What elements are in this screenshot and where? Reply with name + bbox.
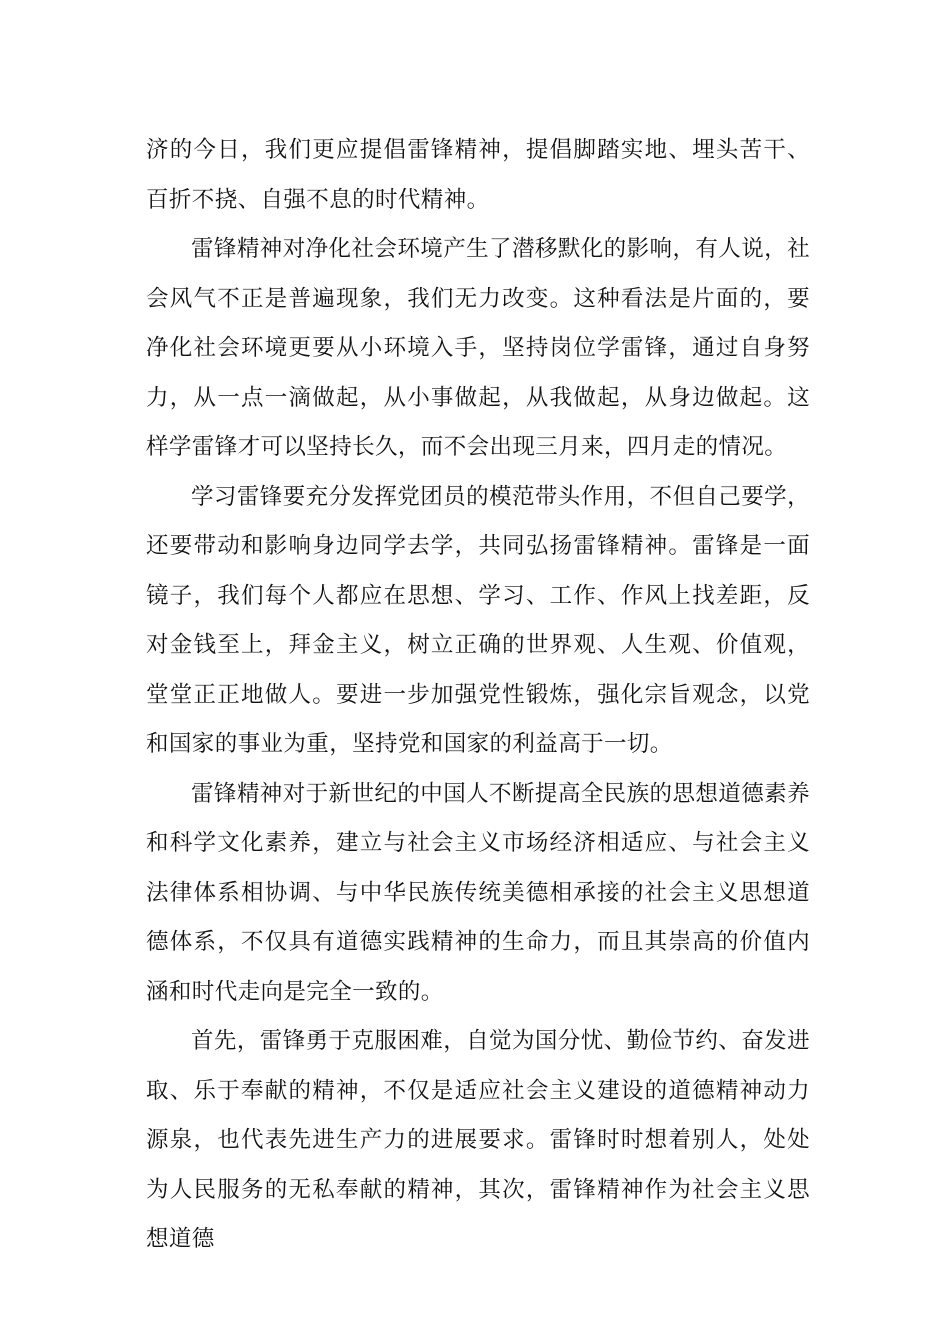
paragraph-5: 首先，雷锋勇于克服困难，自觉为国分忧、勤俭节约、奋发进取、乐于奉献的精神，不仅是适应社会主义建设的道德精神动力源泉，也代表先进生产力的进展要求。雷锋时时想着别人，处处为人民服务的无私奉献的精神，其次，雷锋精神作为社会主义思想道德 — [146, 1028, 810, 1252]
paragraph-2: 雷锋精神对净化社会环境产生了潜移默化的影响，有人说，社会风气不正是普遍现象，我们无力改变。这种看法是片面的，要净化社会环境更要从小环境入手，坚持岗位学雷锋，通过自身努力，从一点一滴做起，从小事做起，从我做起，从身边做起。这样学雷锋才可以坚持长久，而不会出现三月来，四月走的情况。 — [146, 236, 810, 460]
paragraph-1: 济的今日，我们更应提倡雷锋精神，提倡脚踏实地、埋头苦干、百折不挠、自强不息的时代精神。 — [146, 137, 810, 213]
document-body — [146, 126, 810, 1265]
paragraph-3: 学习雷锋要充分发挥党团员的模范带头作用，不但自己要学，还要带动和影响身边同学去学，共同弘扬雷锋精神。雷锋是一面镜子，我们每个人都应在思想、学习、工作、作风上找差距，反对金钱至上，拜金主义，树立正确的世界观、人生观、价值观，堂堂正正地做人。要进一步加强党性锻炼，强化宗旨观念，以党和国家的事业为重，坚持党和国家的利益高于一切。 — [146, 483, 810, 757]
paragraph-4: 雷锋精神对于新世纪的中国人不断提高全民族的思想道德素养和科学文化素养，建立与社会主义市场经济相适应、与社会主义法律体系相协调、与中华民族传统美德相承接的社会主义思想道德体系，不仅具有道德实践精神的生命力，而且其崇高的价值内涵和时代走向是完全一致的。 — [146, 780, 810, 1005]
